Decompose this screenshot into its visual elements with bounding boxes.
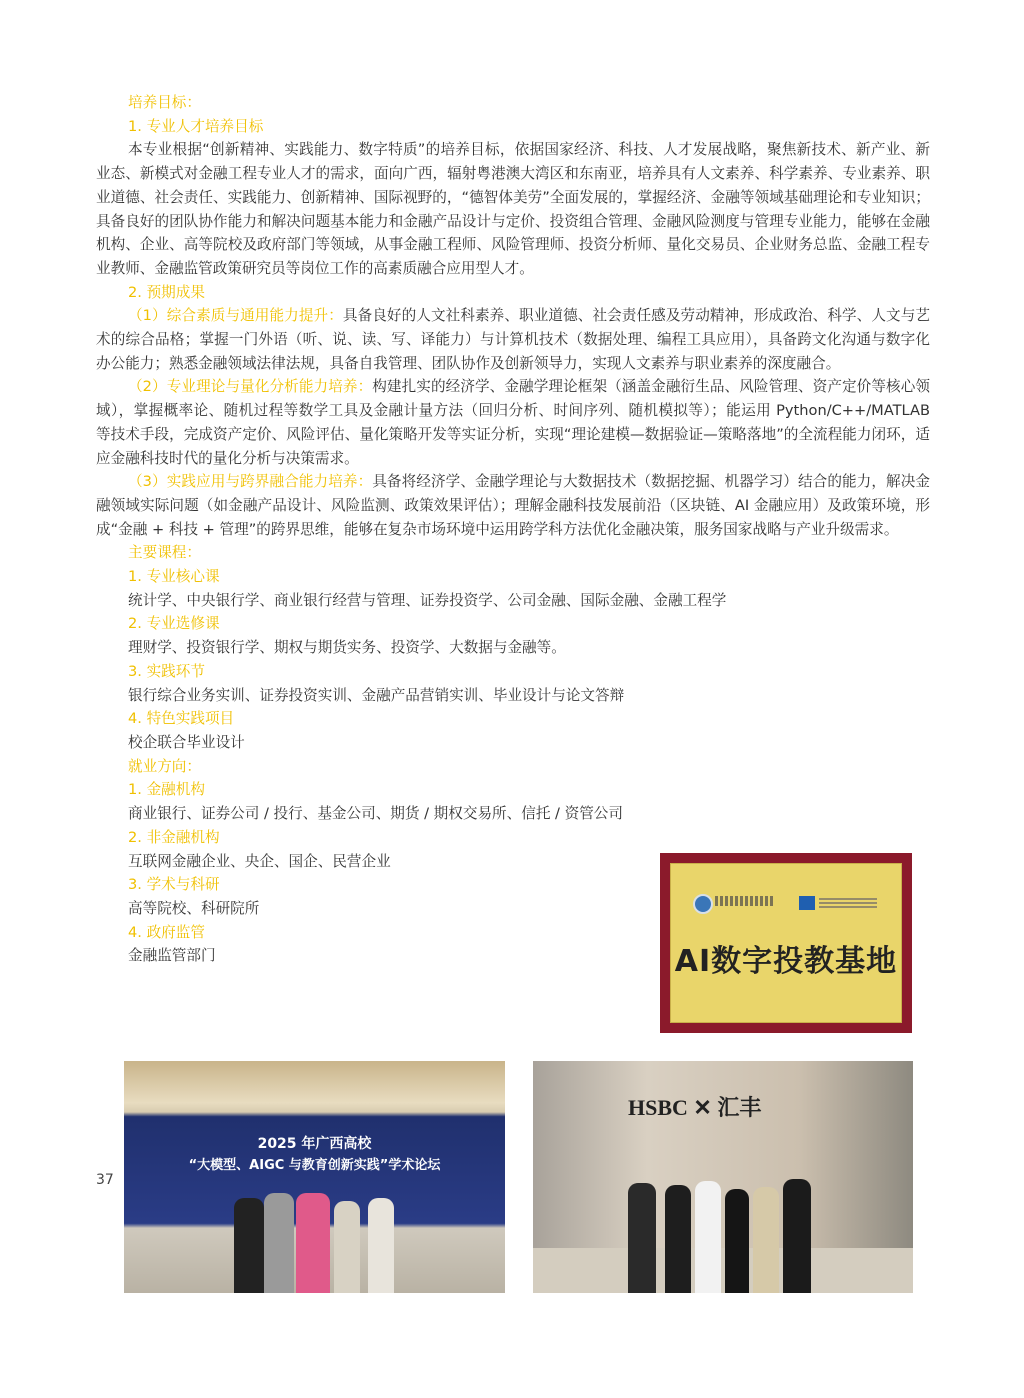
outcome-text: 具备良好的人文社科素养、职业道德、社会责任感及劳动精神，形成政治、科学、人文与艺术的综合品格；掌握一门外语（听、说、读、写、译能力）与计算机技术（数据处理、编程工具应用），具备跨文化沟通与数字化办公能力；熟悉金融领域法律法规，具备自我管理、团队协作及创新领导力，实现人文素养与职业素养的深度融合。 [96, 307, 930, 372]
person-figure [783, 1179, 811, 1293]
forum-group-photo [124, 1061, 505, 1293]
career-text: 高等院校、科研院所 [128, 899, 260, 917]
university-logo-icon [693, 894, 713, 914]
plaque-title: AI数字投教基地 [674, 944, 898, 979]
page-content [96, 91, 930, 968]
course-group-text: 银行综合业务实训、证券投资实训、金融产品营销实训、毕业设计与论文答辩 [128, 686, 625, 704]
person-figure [753, 1187, 779, 1293]
person-figure [628, 1183, 656, 1293]
career-text: 商业银行、证券公司 / 投行、基金公司、期货 / 期权交易所、信托 / 资管公司 [128, 805, 623, 823]
course-group-text: 理财学、投资银行学、期权与期货实务、投资学、大数据与金融等。 [128, 639, 566, 657]
outcome-text: 构建扎实的经济学、金融学理论框架（涵盖金融衍生品、风险管理、资产定价等核心领域），掌握概率论、随机过程等数学工具及金融计量方法（回归分析、时间序列、随机模拟等）；能运用 Python/C++/MATLAB 等技术手段，完成资产定价、风险评估、量化策略开发等实证分析，实现“理论建模—数据验证—策略落地”的全流程能力闭环，适应金融科技时代的量化分析与决策需求。 [96, 378, 930, 467]
outcome-paragraph [96, 470, 930, 541]
ai-investor-education-plaque-photo [660, 853, 912, 1033]
career-heading: 2. 非金融机构 [128, 828, 220, 846]
expected-outcomes-heading: 2. 预期成果 [128, 283, 205, 301]
plaque-panel [670, 863, 902, 1023]
person-figure [234, 1198, 264, 1293]
outcome-lead: （3）实践应用与跨界融合能力培养： [128, 473, 373, 491]
person-figure [665, 1185, 691, 1293]
courses-heading: 主要课程： [128, 544, 201, 562]
outcome-lead: （1）综合素质与通用能力提升： [128, 307, 343, 325]
course-group-heading: 3. 实践环节 [128, 662, 205, 680]
career-heading: 1. 金融机构 [128, 781, 205, 799]
course-group-heading: 2. 专业选修课 [128, 615, 220, 633]
outcome-paragraph [96, 304, 930, 375]
floor [533, 1248, 913, 1293]
person-figure [695, 1181, 721, 1293]
training-goals-heading: 培养目标： [128, 94, 201, 111]
career-heading: 4. 政府监管 [128, 923, 205, 941]
university-name-mark [715, 896, 775, 906]
outcome-lead: （2）专业理论与量化分析能力培养： [128, 378, 373, 396]
careers-heading: 就业方向： [128, 757, 201, 775]
partner-name-mark [819, 896, 877, 908]
forum-banner-line2: “大模型、AIGC 与教育创新实践”学术论坛 [188, 1158, 441, 1173]
partner-logo-icon [799, 896, 815, 910]
career-text: 金融监管部门 [128, 947, 216, 965]
forum-banner-line1: 2025 年广西高校 [257, 1136, 372, 1152]
person-figure [296, 1193, 330, 1293]
outcome-paragraph [96, 375, 930, 470]
course-group-text: 校企联合毕业设计 [128, 733, 245, 751]
course-group-text: 统计学、中央银行学、商业银行经营与管理、证券投资学、公司金融、国际金融、金融工程学 [128, 591, 727, 609]
hsbc-sign: HSBC ✕ 汇丰 [628, 1095, 762, 1120]
person-figure [334, 1201, 360, 1293]
career-text: 互联网金融企业、央企、国企、民营企业 [128, 852, 391, 870]
hsbc-visit-photo [533, 1061, 913, 1293]
page-number: 37 [96, 1172, 114, 1188]
person-figure [368, 1198, 394, 1293]
person-figure [264, 1193, 294, 1293]
talent-goal-heading: 1. 专业人才培养目标 [128, 117, 264, 135]
person-figure [725, 1189, 749, 1293]
talent-goal-text: 本专业根据“创新精神、实践能力、数字特质”的培养目标，依据国家经济、科技、人才发展战略，聚焦新技术、新产业、新业态、新模式对金融工程专业人才的需求，面向广西，辐射粤港澳大湾区和东南亚，培养具有人文素养、科学素养、专业素养、职业道德、社会责任、实践能力、创新精神、国际视野的，“德智体美劳”全面发展的，掌握经济、金融等领域基础理论和专业知识；具备良好的团队协作能力和解决问题基本能力和金融产品设计与定价、投资组合管理、金融风险测度与管理专业能力，能够在金融机构、企业、高等院校及政府部门等领域，从事金融工程师、风险管理师、投资分析师、量化交易员、企业财务总监、金融工程专业教师、金融监管政策研究员等岗位工作的高素质融合应用型人才。 [96, 141, 930, 277]
course-group-heading: 4. 特色实践项目 [128, 710, 235, 728]
course-group-heading: 1. 专业核心课 [128, 568, 220, 586]
career-heading: 3. 学术与科研 [128, 876, 220, 894]
outcome-text: 具备将经济学、金融学理论与大数据技术（数据挖掘、机器学习）结合的能力，解决金融领域实际问题（如金融产品设计、风险监测、政策效果评估）；理解金融科技发展前沿（区块链、AI 金融应用）及政策环境，形成“金融 + 科技 + 管理”的跨界思维，能够在复杂市场环境中运用跨学科方法优化金融决策，服务国家战略与产业升级需求。 [96, 473, 930, 538]
